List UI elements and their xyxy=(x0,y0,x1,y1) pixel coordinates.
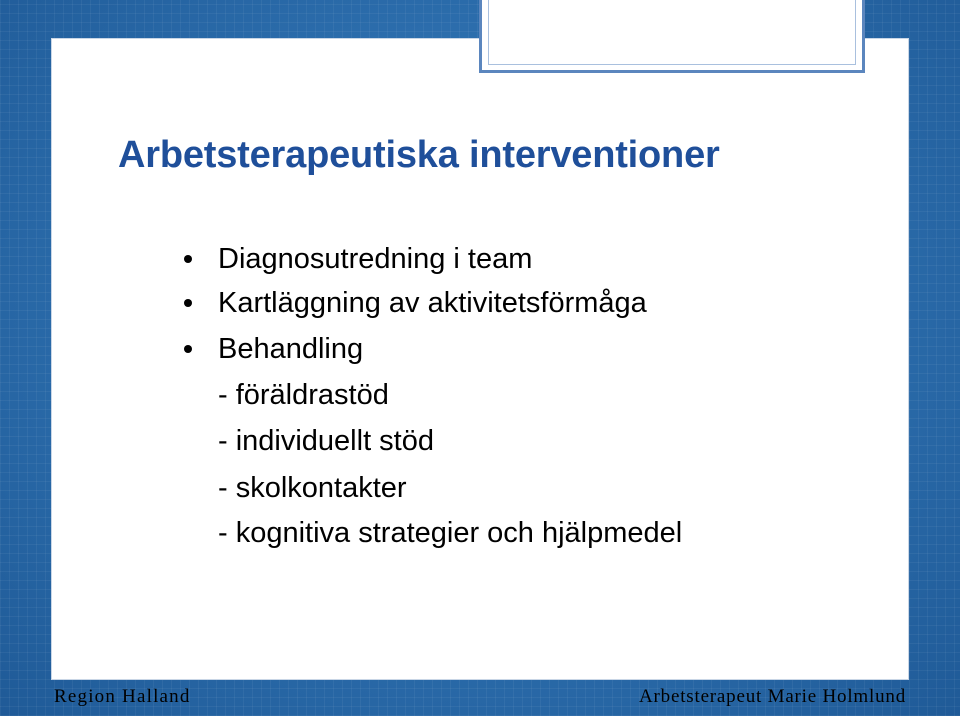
bullet-dot-icon xyxy=(184,345,192,353)
footer-author: Arbetsterapeut Marie Holmlund xyxy=(639,686,906,707)
top-decorative-tab xyxy=(479,0,865,73)
footer-organization: Region Halland xyxy=(54,686,191,707)
bullet-dot-icon xyxy=(184,255,192,263)
sub-item: - individuellt stöd xyxy=(218,425,434,457)
top-tab-inner-frame xyxy=(488,0,856,65)
bullet-text: Behandling xyxy=(218,333,364,365)
sub-item: - skolkontakter xyxy=(218,472,407,504)
bullet-dot-icon xyxy=(184,299,192,307)
slide-title: Arbetsterapeutiska interventioner xyxy=(118,134,720,176)
bullet-text: Diagnosutredning i team xyxy=(218,243,533,275)
sub-item: - kognitiva strategier och hjälpmedel xyxy=(218,517,683,549)
sub-item: - föräldrastöd xyxy=(218,379,389,411)
bullet-text: Kartläggning av aktivitetsförmåga xyxy=(218,287,647,319)
